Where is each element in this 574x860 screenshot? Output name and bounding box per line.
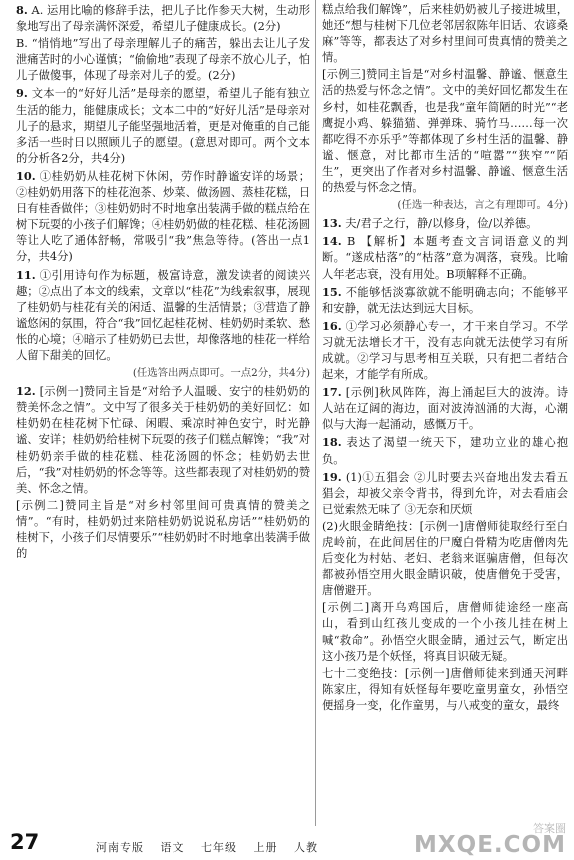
answer-text: ①学习必须静心专一，才干来自学习。不学习就无法增长才干，没有志向就无法使学习有所成就。②学习与思考相互关联，只有把二者结合起来，才能学有所成。 bbox=[322, 319, 568, 382]
answer-text: [示例一]赞同主旨是“对给予人温暖、安宁的桂奶奶的赞美怀念之情”。文中写了很多关于桂奶奶的美好回忆：如桂奶奶在桂花树下忙碌、闲暇、乘凉时神色安宁，时光静谧、安详；桂奶奶给桂树下玩耍的孩子们糕点解馋；“我”对桂奶奶亲手做的桂花糕、桂花汤圆的怀念；桂奶奶去世后，“我”对桂奶奶的怀念等等。这些都表现了对桂奶奶的赞美、怀念之情。 bbox=[16, 385, 311, 495]
question-number: 11. bbox=[16, 267, 36, 282]
answer-text: [示例]秋风阵阵，海上涌起巨大的波涛。诗人站在辽阔的海边，面对波涛汹涌的大海，心潮似与大海一起涌动，感慨万千。 bbox=[322, 386, 568, 432]
answer-text: ①桂奶奶从桂花树下休闲，劳作时静谧安详的场景；②桂奶奶用落下的桂花泡茶、炒菜、做汤圆、蒸桂花糕，日日有桂香做伴；③桂奶奶时不时地拿出装满手做的糕点给在树下玩耍的小孩子们解馋；④桂奶奶做的桂花糕、桂花汤圆等让人吃了通体舒畅，常吸引“我”焦急等待。(答出一点1分，共4分) bbox=[16, 169, 310, 264]
watermark-subtitle: 答案圈 bbox=[533, 822, 566, 835]
volume-label: 上册 bbox=[253, 841, 278, 854]
question-number: 12. bbox=[16, 384, 36, 399]
answer-item bbox=[16, 36, 310, 84]
answer-text: ①引用诗句作为标题，极富诗意，激发读者的阅读兴趣；②点出了本文的线索，文章以“桂花”为线索叙事，展现了桂奶奶与桂花有关的闲适、温馨的生活情景；③营造了静谧悠闲的氛围，符合“我”回忆起桂花树、桂奶奶时柔软、愁怅的心境；④暗示了桂奶奶已去世，却像落地的桂花一样给人留下甜美的回忆。 bbox=[16, 268, 310, 362]
page-footer bbox=[0, 822, 574, 860]
answer-text: 表达了渴望一统天下，建功立业的雄心抱负。 bbox=[322, 436, 568, 466]
answer-item bbox=[322, 469, 568, 518]
answer-text: 七十二变绝技：[示例一]唐僧师徒来到通天河畔陈家庄，得知有妖怪每年要吃童男童女，孙悟空便摇身一变，化作童男，与八戒变的童女，最终 bbox=[322, 666, 568, 712]
question-number: 8. bbox=[16, 3, 28, 17]
column-divider bbox=[315, 0, 316, 826]
question-number: 14. bbox=[322, 234, 342, 249]
answer-item bbox=[16, 2, 310, 35]
question-number: 13. bbox=[322, 216, 342, 231]
right-column bbox=[322, 2, 568, 826]
answer-item bbox=[16, 168, 310, 266]
answer-item bbox=[322, 2, 568, 66]
answer-item bbox=[16, 267, 310, 365]
answer-item bbox=[322, 666, 568, 714]
answer-text: [示例二]赞同主旨是“对乡村邻里间可贵真情的赞美之情”。“有时，桂奶奶过来陪桂奶奶说说私房话”“桂奶奶的桂树下，小孩子们尽情要乐”“桂奶奶时不时地拿出装满手做的 bbox=[16, 498, 310, 561]
answer-text: [示例三]赞同主旨是“对乡村温馨、静谧、惬意生活的热爱与怀念之情”。文中的美好回忆都发生在乡村，如桂花飘香，也是我“童年简陋的时光”“老鹰捉小鸡、躲猫猫、弹弹珠、骑竹马……每一次都吃得不亦乐乎”等都体现了乡村生活的温馨、静谧、惬意，对比都市生活的“喧嚣”“狭窄”“陌生”，更突出了作者对乡村温馨、静谧、惬意生活的热爱与怀念之情。 bbox=[322, 68, 568, 195]
answer-item bbox=[322, 384, 568, 433]
answer-item bbox=[322, 318, 568, 383]
answer-text: 糕点给我们解馋”，后来桂奶奶被儿子接进城里，她还“想与桂树下几位老邻居叙陈年旧话、农谚桑麻”等等，都表达了对乡村里间可贵真情的赞美之情。 bbox=[322, 3, 568, 65]
answer-text: B. “悄悄地”写出了母亲理解儿子的痛苦，躲出去让儿子发泄痛苦时的小心谨慎；“偷偷地”表现了母亲不放心儿子，怕儿子做傻事，体现了母亲对儿子的爱。(2分) bbox=[16, 37, 310, 83]
answer-text: A. 运用比喻的修辞手法，把儿子比作参天大树，生动形象地写出了母亲满怀深爱，希望儿子健康成长。(2分) bbox=[16, 4, 310, 34]
answer-item bbox=[322, 215, 568, 232]
question-number: 19. bbox=[322, 469, 342, 484]
answer-text: (2)火眼金睛绝技：[示例一]唐僧师徒取经行至白虎岭前，在此间居住的尸魔白骨精为吃唐僧肉先后变化为村姑、老妇、老翁来诓骗唐僧，但每次都被孙悟空用火眼金睛识破，使唐僧免于受害，唐僧避开。 bbox=[322, 519, 568, 598]
left-column bbox=[16, 2, 310, 826]
answer-item bbox=[16, 383, 310, 497]
grade-label: 七年级 bbox=[201, 841, 237, 854]
answer-item bbox=[322, 600, 568, 664]
page-number: 27 bbox=[10, 830, 40, 854]
answer-item bbox=[322, 519, 568, 599]
answer-item bbox=[322, 67, 568, 196]
publisher-label: 人教 bbox=[294, 841, 318, 854]
answer-text: 不能够恬淡寡欲就不能明确志向；不能够平和安静，就无法达到远大目标。 bbox=[322, 285, 568, 315]
question-number: 10. bbox=[16, 168, 36, 183]
edition-label: 河南专版 bbox=[96, 841, 144, 854]
answer-text: 文本一的“好好儿活”是母亲的愿望，希望儿子能有独立生活的能力，能健康成长；文本二中的“好好儿活”是母亲对儿子的悬求，期望儿子能坚强地活着，更是对俺重的自己能多活一些时日以照顾儿子的愿望。(意思对即可。两个文本的分析各2分，共4分) bbox=[16, 87, 310, 165]
question-number: 9. bbox=[16, 86, 28, 101]
question-number: 15. bbox=[322, 284, 342, 299]
subject-label: 语文 bbox=[160, 841, 185, 854]
site-watermark bbox=[414, 820, 566, 858]
answer-text: B 【解析】本题考查文言词语意义的判断。“遂成枯落”的“枯落”意为凋落，衰残。比喻人年老志衰，没有用处。B项解释不正确。 bbox=[322, 235, 568, 281]
scoring-note: (任选答出两点即可。一点2分，共4分) bbox=[132, 367, 310, 380]
answer-item bbox=[322, 233, 568, 282]
answer-text: (1)①五猖会 ②儿时要去兴奋地出发去看五猖会，却被父亲令背书，得到允许，对去看庙会已觉索然无味了 ③无奈和厌烦 bbox=[322, 470, 568, 516]
answer-text: 夫/君子之行，静/以修身，俭/以养德。 bbox=[345, 217, 538, 231]
question-number: 16. bbox=[322, 318, 342, 333]
book-info bbox=[96, 839, 330, 855]
watermark-text: MXQE.COM bbox=[414, 832, 566, 858]
answer-item bbox=[322, 434, 568, 467]
scoring-note: (任选一种表达，言之有理即可。4分) bbox=[397, 199, 568, 212]
answer-item bbox=[16, 85, 310, 166]
answer-item bbox=[16, 498, 310, 562]
answer-text: [示例二]离开乌鸡国后，唐僧师徒途经一座高山，看到山红孩儿变成的一个小孩儿挂在树上喊“救命”。孙悟空火眼金睛，通过云气，断定出这小孩乃是个妖怪，将真目识破无疑。 bbox=[322, 601, 568, 663]
question-number: 17. bbox=[322, 385, 342, 400]
answer-item bbox=[322, 284, 568, 317]
question-number: 18. bbox=[322, 435, 342, 450]
